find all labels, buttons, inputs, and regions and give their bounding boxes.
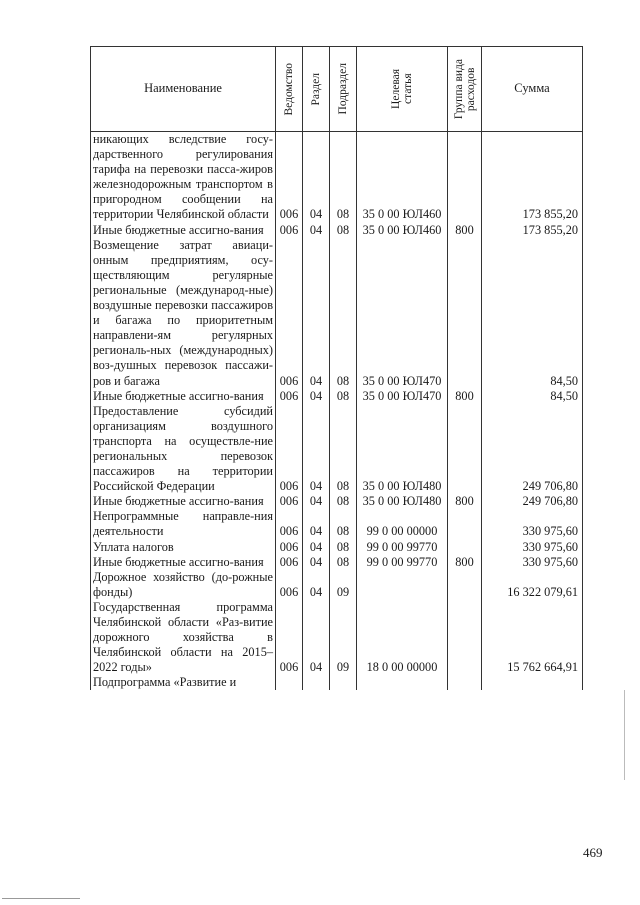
- header-group-label: Группа вида расходов: [452, 58, 477, 120]
- header-group: [448, 47, 482, 132]
- budget-table: [90, 46, 583, 690]
- row-target: 99 0 00 99770: [357, 540, 448, 555]
- row-name: Уплата налогов: [91, 540, 276, 555]
- row-subsection: 08: [330, 389, 357, 404]
- row-group: [448, 404, 482, 495]
- row-target: 35 0 00 ЮЛ470: [357, 389, 448, 404]
- row-target: 35 0 00 ЮЛ480: [357, 494, 448, 509]
- row-subsection: 08: [330, 555, 357, 570]
- header-target-label: Целевая статья: [390, 69, 414, 109]
- row-subsection: 08: [330, 223, 357, 238]
- row-sum: [482, 675, 583, 690]
- row-section: [303, 675, 330, 690]
- row-dept: 006: [276, 404, 303, 495]
- row-sum: 173 855,20: [482, 223, 583, 238]
- row-group: 800: [448, 555, 482, 570]
- row-dept: 006: [276, 494, 303, 509]
- row-dept: 006: [276, 555, 303, 570]
- row-dept: 006: [276, 540, 303, 555]
- row-target: 35 0 00 ЮЛ470: [357, 238, 448, 389]
- table-row: [91, 540, 583, 555]
- table-row: [91, 223, 583, 238]
- row-name: Иные бюджетные ассигно-вания: [91, 494, 276, 509]
- row-sum: 173 855,20: [482, 132, 583, 223]
- header-dept: [276, 47, 303, 132]
- row-section: 04: [303, 600, 330, 675]
- row-section: 04: [303, 540, 330, 555]
- header-section: [303, 47, 330, 132]
- table-row: [91, 494, 583, 509]
- row-subsection: [330, 675, 357, 690]
- row-section: 04: [303, 509, 330, 539]
- row-subsection: 08: [330, 494, 357, 509]
- row-dept: 006: [276, 600, 303, 675]
- header-subsection-label: Подраздел: [337, 63, 349, 115]
- table-row: [91, 132, 583, 223]
- header-dept-label: Ведомство: [283, 62, 295, 116]
- row-target: 35 0 00 ЮЛ460: [357, 132, 448, 223]
- row-sum: 249 706,80: [482, 404, 583, 495]
- header-target: [357, 47, 448, 132]
- row-sum: 84,50: [482, 238, 583, 389]
- table-row: [91, 389, 583, 404]
- row-dept: 006: [276, 238, 303, 389]
- row-target: 35 0 00 ЮЛ460: [357, 223, 448, 238]
- row-group: 800: [448, 223, 482, 238]
- row-subsection: 08: [330, 404, 357, 495]
- row-group: [448, 509, 482, 539]
- table-header-row: [91, 47, 583, 132]
- row-subsection: 08: [330, 132, 357, 223]
- row-name: никающих вследствие госу-дарственного регулирования тарифа на перевозки пасса-жиров железнодорожным транспортом в пригородном сообщении на территории Челябинской области: [91, 132, 276, 223]
- row-name: Возмещение затрат авиаци-онным предприятиям, осу-ществляющим регулярные региональные (международ-ные) воздушные перевозки пассажиров и багажа по приоритетным направлени-ям регулярных региональ-ных (международных) воз-душных перевозок пассажи-ров и багажа: [91, 238, 276, 389]
- row-section: 04: [303, 555, 330, 570]
- row-dept: [276, 675, 303, 690]
- row-group: [448, 238, 482, 389]
- row-subsection: 08: [330, 540, 357, 555]
- row-subsection: 09: [330, 600, 357, 675]
- row-subsection: 08: [330, 238, 357, 389]
- row-sum: 330 975,60: [482, 509, 583, 539]
- row-subsection: 08: [330, 509, 357, 539]
- row-target: [357, 675, 448, 690]
- header-name: Наименование: [91, 47, 276, 132]
- page-number: 469: [583, 845, 603, 860]
- row-sum: 330 975,60: [482, 540, 583, 555]
- table-row: [91, 404, 583, 495]
- row-name: Государственная программа Челябинской области «Раз-витие дорожного хозяйства в Челябинской области на 2015–2022 годы»: [91, 600, 276, 675]
- row-group: [448, 132, 482, 223]
- row-target: 35 0 00 ЮЛ480: [357, 404, 448, 495]
- row-sum: 249 706,80: [482, 494, 583, 509]
- row-group: 800: [448, 494, 482, 509]
- row-sum: 15 762 664,91: [482, 600, 583, 675]
- row-target: 99 0 00 99770: [357, 555, 448, 570]
- table-row: [91, 555, 583, 570]
- row-name: Предоставление субсидий организациям воздушного транспорта на осуществле-ние региональных перевозок пассажиров на территории Российской Федерации: [91, 404, 276, 495]
- row-name: Иные бюджетные ассигно-вания: [91, 555, 276, 570]
- row-section: 04: [303, 132, 330, 223]
- table-row: [91, 509, 583, 539]
- row-target: [357, 570, 448, 600]
- table-row: [91, 570, 583, 600]
- row-section: 04: [303, 238, 330, 389]
- table-row: [91, 675, 583, 690]
- header-sum: Сумма: [482, 47, 583, 132]
- footnote-divider: [2, 898, 80, 899]
- row-dept: 006: [276, 223, 303, 238]
- row-sum: 330 975,60: [482, 555, 583, 570]
- row-sum: 84,50: [482, 389, 583, 404]
- table-body: [91, 132, 583, 691]
- scan-margin-mark: [624, 690, 625, 780]
- row-group: 800: [448, 389, 482, 404]
- row-dept: 006: [276, 132, 303, 223]
- row-subsection: 09: [330, 570, 357, 600]
- row-group: [448, 570, 482, 600]
- row-section: 04: [303, 494, 330, 509]
- header-section-label: Раздел: [310, 72, 322, 106]
- row-dept: 006: [276, 389, 303, 404]
- table-row: [91, 238, 583, 389]
- row-dept: 006: [276, 570, 303, 600]
- row-group: [448, 600, 482, 675]
- row-group: [448, 675, 482, 690]
- header-subsection: [330, 47, 357, 132]
- row-name: Иные бюджетные ассигно-вания: [91, 389, 276, 404]
- row-name: Дорожное хозяйство (до-рожные фонды): [91, 570, 276, 600]
- row-sum: 16 322 079,61: [482, 570, 583, 600]
- row-section: 04: [303, 404, 330, 495]
- row-target: 18 0 00 00000: [357, 600, 448, 675]
- row-name: Непрограммные направле-ния деятельности: [91, 509, 276, 539]
- row-section: 04: [303, 570, 330, 600]
- row-section: 04: [303, 223, 330, 238]
- row-dept: 006: [276, 509, 303, 539]
- row-target: 99 0 00 00000: [357, 509, 448, 539]
- row-section: 04: [303, 389, 330, 404]
- row-name: Иные бюджетные ассигно-вания: [91, 223, 276, 238]
- row-name: Подпрограмма «Развитие и: [91, 675, 276, 690]
- row-group: [448, 540, 482, 555]
- table-row: [91, 600, 583, 675]
